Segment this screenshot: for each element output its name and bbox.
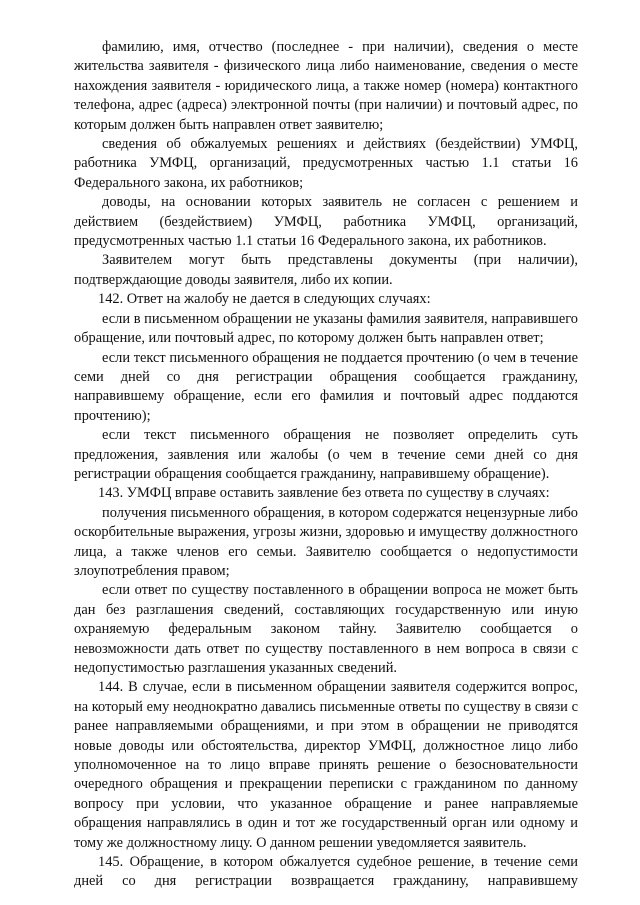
paragraph-143: 143. УМФЦ вправе оставить заявление без ответа по существу в случаях: — [98, 485, 550, 502]
paragraph-143-case-1: получения письменного обращения, в котором содержатся нецензурные либо оскорбительные выражения, угрозы жизни, здоровью и имуществу должностного лица, а также членов его семьи. Заявителю сообщается о недопустимости злоупотребления правом; — [74, 504, 578, 579]
paragraph-142-case-3: если текст письменного обращения не позволяет определить суть предложения, заявления или жалобы (о чем в течение семи дней со дня регистрации обращения сообщается гражданину, направившему обращение). — [74, 427, 578, 482]
paragraph-144: 144. В случае, если в письменном обращении заявителя содержится вопрос, на который ему неоднократно давались письменные ответы по существу в связи с ранее направляемыми обращениями, и при этом в обращении не приводятся новые доводы или обстоятельства, директор УМФЦ, должностное лицо либо уполномоченное на то лицо вправе принять решение о безосновательности очередного обращения и прекращении переписки с гражданином по данному вопросу при условии, что указанное обращение и ранее направляемые обращения направлялись в один и тот же государственный орган или одному и тому же должностному лицу. О данном решении уведомляется заявитель. — [74, 679, 578, 851]
paragraph-arguments: доводы, на основании которых заявитель не согласен с решением и действием (бездействием) УМФЦ, работника УМФЦ, организаций, предусмотренных частью 1.1 статьи 16 Федерального закона, их работников. — [74, 194, 578, 250]
paragraph-appealed-decisions: сведения об обжалуемых решениях и действиях (бездействии) УМФЦ, работника УМФЦ, организаций, предусмотренных частью 1.1 статьи 16 Федерального закона, их работников; — [74, 136, 578, 191]
document-page — [74, 38, 578, 892]
paragraph-142-case-1: если в письменном обращении не указаны фамилия заявителя, направившего обращение, или почтовый адрес, по которому должен быть направлен ответ; — [74, 310, 578, 347]
paragraph-145: 145. Обращение, в котором обжалуется судебное решение, в течение семи дней со дня регистрации возвращается гражданину, направившему — [74, 854, 578, 890]
paragraph-supporting-documents: Заявителем могут быть представлены документы (при наличии), подтверждающие доводы заявителя, либо их копии. — [74, 252, 578, 288]
paragraph-142: 142. Ответ на жалобу не дается в следующих случаях: — [98, 291, 431, 308]
paragraph-143-case-2: если ответ по существу поставленного в обращении вопроса не может быть дан без разглашения сведений, составляющих государственную или иную охраняемую федеральным законом тайну. Заявителю сообщается о невозможности дать ответ по существу поставленного в нем вопроса в связи с недопустимостью разглашения указанных сведений. — [74, 582, 578, 676]
paragraph-142-case-2: если текст письменного обращения не поддается прочтению (о чем в течение семи дней со дня регистрации обращения сообщается гражданину, направившему обращение, если его фамилия и почтовый адрес поддаются прочтению); — [74, 349, 578, 424]
paragraph-applicant-details: фамилию, имя, отчество (последнее - при наличии), сведения о месте жительства заявителя - физического лица либо наименование, сведения о месте нахождения заявителя - юридического лица, а также номер (номера) контактного телефона, адрес (адреса) электронной почты (при наличии) и почтовый адрес, по которым должен быть направлен ответ заявителю; — [74, 39, 578, 133]
